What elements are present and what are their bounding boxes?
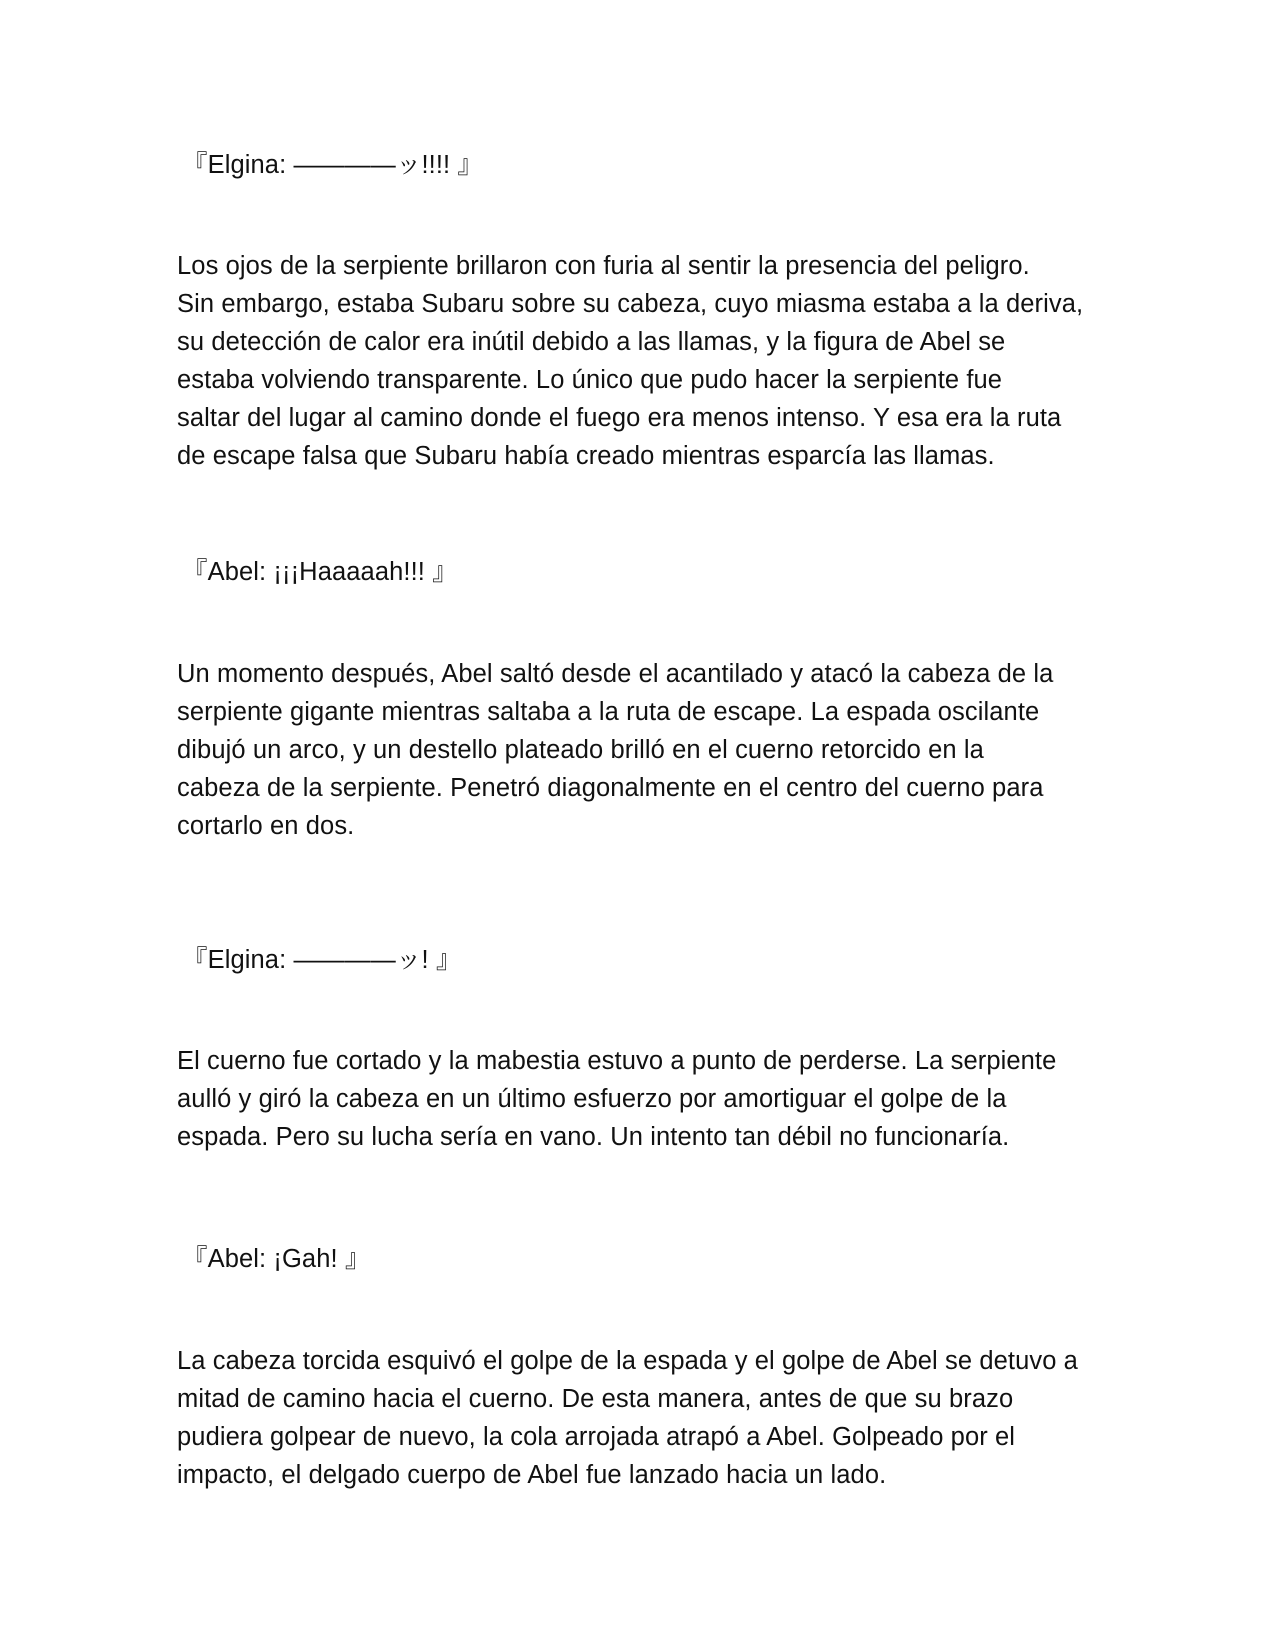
paragraph — [177, 247, 1117, 475]
dialogue-line: 『Abel: ¡Gah! 』 — [182, 1245, 371, 1273]
paragraph — [177, 1042, 1117, 1156]
paragraph-line: Sin embargo, estaba Subaru sobre su cabeza, cuyo miasma estaba a la deriva, — [177, 290, 1084, 318]
paragraph — [177, 1342, 1117, 1494]
paragraph-line: cabeza de la serpiente. Penetró diagonalmente en el centro del cuerno para — [177, 774, 1044, 802]
paragraph-line: El cuerno fue cortado y la mabestia estuvo a punto de perderse. La serpiente — [177, 1047, 1057, 1075]
paragraph-line: La cabeza torcida esquivó el golpe de la espada y el golpe de Abel se detuvo a — [177, 1347, 1078, 1375]
dialogue-line: 『Elgina: ————ッ!!!! 』 — [182, 151, 483, 179]
paragraph — [177, 655, 1117, 845]
paragraph-line: pudiera golpear de nuevo, la cola arrojada atrapó a Abel. Golpeado por el — [177, 1423, 1016, 1451]
dialogue-line: 『Elgina: ————ッ! 』 — [182, 946, 462, 974]
paragraph-line: de escape falsa que Subaru había creado mientras esparcía las llamas. — [177, 442, 995, 470]
paragraph-line: dibujó un arco, y un destello plateado brilló en el cuerno retorcido en la — [177, 736, 984, 764]
paragraph-line: cortarlo en dos. — [177, 812, 355, 840]
paragraph-line: su detección de calor era inútil debido a las llamas, y la figura de Abel se — [177, 328, 1006, 356]
paragraph-line: serpiente gigante mientras saltaba a la ruta de escape. La espada oscilante — [177, 698, 1040, 726]
paragraph-line: estaba volviendo transparente. Lo único que pudo hacer la serpiente fue — [177, 366, 1003, 394]
paragraph-line: Un momento después, Abel saltó desde el acantilado y atacó la cabeza de la — [177, 660, 1054, 688]
paragraph-line: aulló y giró la cabeza en un último esfuerzo por amortiguar el golpe de la — [177, 1085, 1007, 1113]
dialogue-line: 『Abel: ¡¡¡Haaaaah!!! 』 — [182, 558, 458, 586]
paragraph-line: espada. Pero su lucha sería en vano. Un intento tan débil no funcionaría. — [177, 1123, 1010, 1151]
paragraph-line: mitad de camino hacia el cuerno. De esta manera, antes de que su brazo — [177, 1385, 1014, 1413]
paragraph-line: saltar del lugar al camino donde el fuego era menos intenso. Y esa era la ruta — [177, 404, 1062, 432]
paragraph-line: impacto, el delgado cuerpo de Abel fue lanzado hacia un lado. — [177, 1461, 887, 1489]
paragraph-line: Los ojos de la serpiente brillaron con furia al sentir la presencia del peligro. — [177, 252, 1030, 280]
